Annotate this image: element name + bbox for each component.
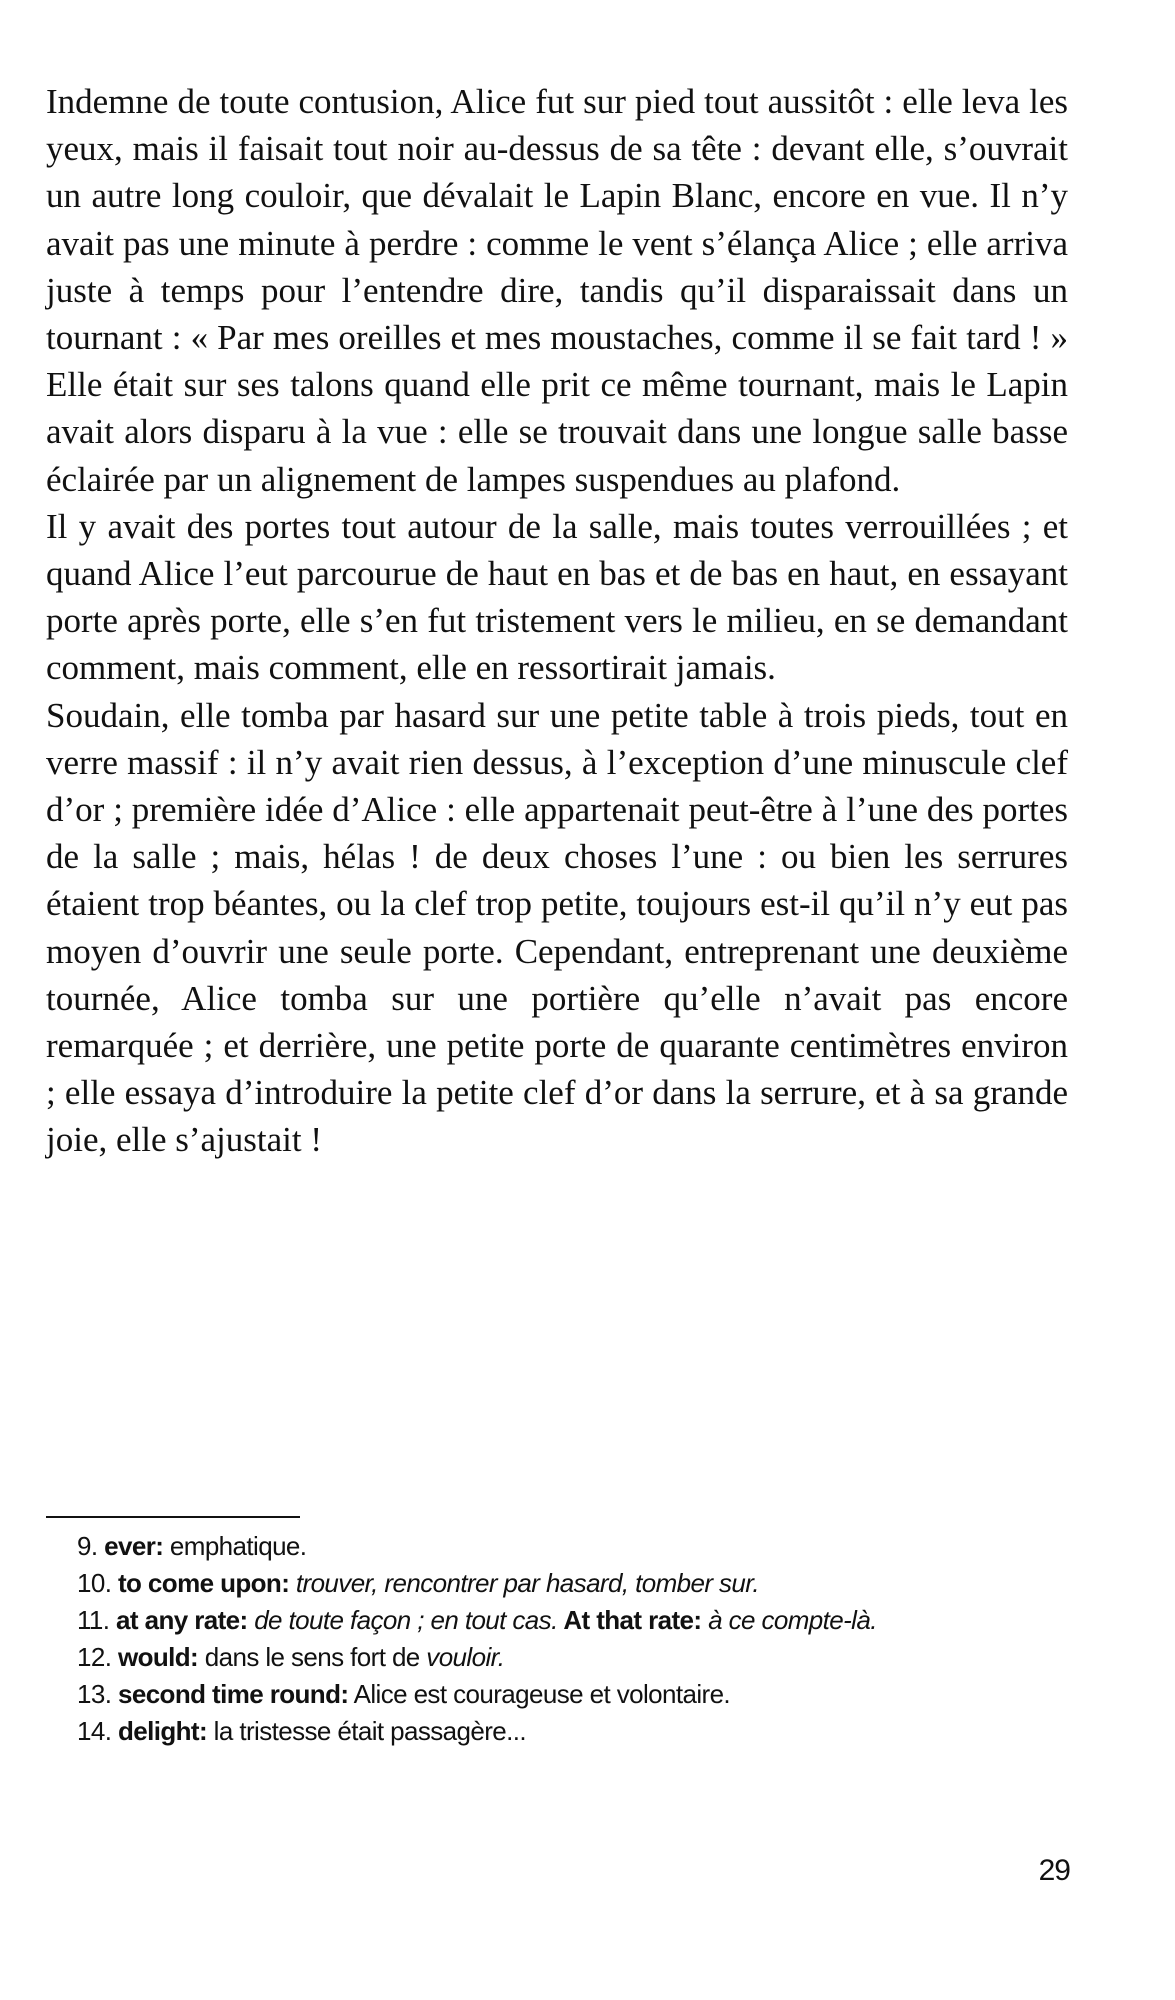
footnote-11 — [46, 1602, 1068, 1639]
footnote-number: 12. — [77, 1642, 112, 1672]
footnote-term: second time round: — [117, 1679, 349, 1709]
footnote-9 — [46, 1528, 1068, 1565]
footnote-12 — [46, 1639, 1068, 1676]
footnote-term: to come upon: — [117, 1568, 290, 1598]
footnote-italic-2: à ce compte-là. — [701, 1605, 877, 1635]
footnote-number: 14. — [77, 1716, 112, 1746]
footnote-text: dans le sens fort de — [198, 1642, 427, 1672]
footnote-term: at any rate: — [116, 1605, 248, 1635]
footnote-13 — [46, 1676, 1068, 1713]
footnote-italic: vouloir. — [426, 1642, 505, 1672]
footnote-number: 9. — [77, 1531, 98, 1561]
footnote-term: ever: — [104, 1531, 164, 1561]
footnote-number: 11. — [77, 1605, 110, 1635]
paragraph-1: Indemne de toute contusion, Alice fut sur pied tout aussitôt : elle leva les yeux, mais il faisait tout noir au-dessus de sa tête : devant elle, s’ouvrait un autre long couloir, que dévalait le Lapin Blanc, encore en vue. Il n’y avait pas une minute à perdre : comme le vent s’élança Alice ; elle arriva juste à temps pour l’entendre dire, tandis qu’il disparaissait dans un tournant : « Par mes oreilles et mes moustaches, comme il se fait tard ! » Elle était sur ses talons quand elle prit ce même tournant, mais le Lapin avait alors disparu à la vue : elle se trouvait dans une longue salle basse éclairée par un alignement de lampes suspendues au plafond. — [46, 82, 1068, 499]
page-number: 29 — [1038, 1854, 1070, 1887]
footnotes — [46, 1528, 1068, 1750]
footnote-text: la tristesse était passagère... — [207, 1716, 527, 1746]
footnote-text: emphatique. — [163, 1531, 307, 1561]
footnote-term-2: At that rate: — [557, 1605, 702, 1635]
paragraph-3: Soudain, elle tomba par hasard sur une petite table à trois pieds, tout en verre massif : il n’y avait rien dessus, à l’exception d’une minuscule clef d’or ; première idée d’Alice : elle appartenait peut-être à l’une des portes de la salle ; mais, hélas ! de deux choses l’une : ou bien les serrures étaient trop béantes, ou la clef trop petite, toujours est-il qu’il n’y eut pas moyen d’ouvrir une seule porte. Cependant, entreprenant une deuxième tournée, Alice tomba sur une portière qu’elle n’avait pas encore remarquée ; et derrière, une petite porte de quarante centimètres environ ; elle essaya d’introduire la petite clef d’or dans la serrure, et à sa grande joie, elle s’ajustait ! — [46, 695, 1068, 1160]
footnote-italic: de toute façon ; en tout cas. — [247, 1605, 558, 1635]
footnote-term: delight: — [117, 1716, 208, 1746]
footnote-number: 13. — [77, 1679, 112, 1709]
footnote-text: Alice est courageuse et volontaire. — [348, 1679, 731, 1709]
footnote-10 — [46, 1565, 1068, 1602]
footnote-italic: trouver, rencontrer par hasard, tomber sur. — [289, 1568, 760, 1598]
footnote-number: 10. — [77, 1568, 112, 1598]
paragraph-2: Il y avait des portes tout autour de la salle, mais toutes verrouillées ; et quand Alice l’eut parcourue de haut en bas et de bas en haut, en essayant porte après porte, elle s’en fut tristement vers le milieu, en se demandant comment, mais comment, elle en ressortirait jamais. — [46, 506, 1068, 688]
main-text — [46, 78, 1068, 1164]
footnote-term: would: — [117, 1642, 199, 1672]
footnote-14 — [46, 1713, 1068, 1750]
footnote-separator — [46, 1516, 300, 1518]
